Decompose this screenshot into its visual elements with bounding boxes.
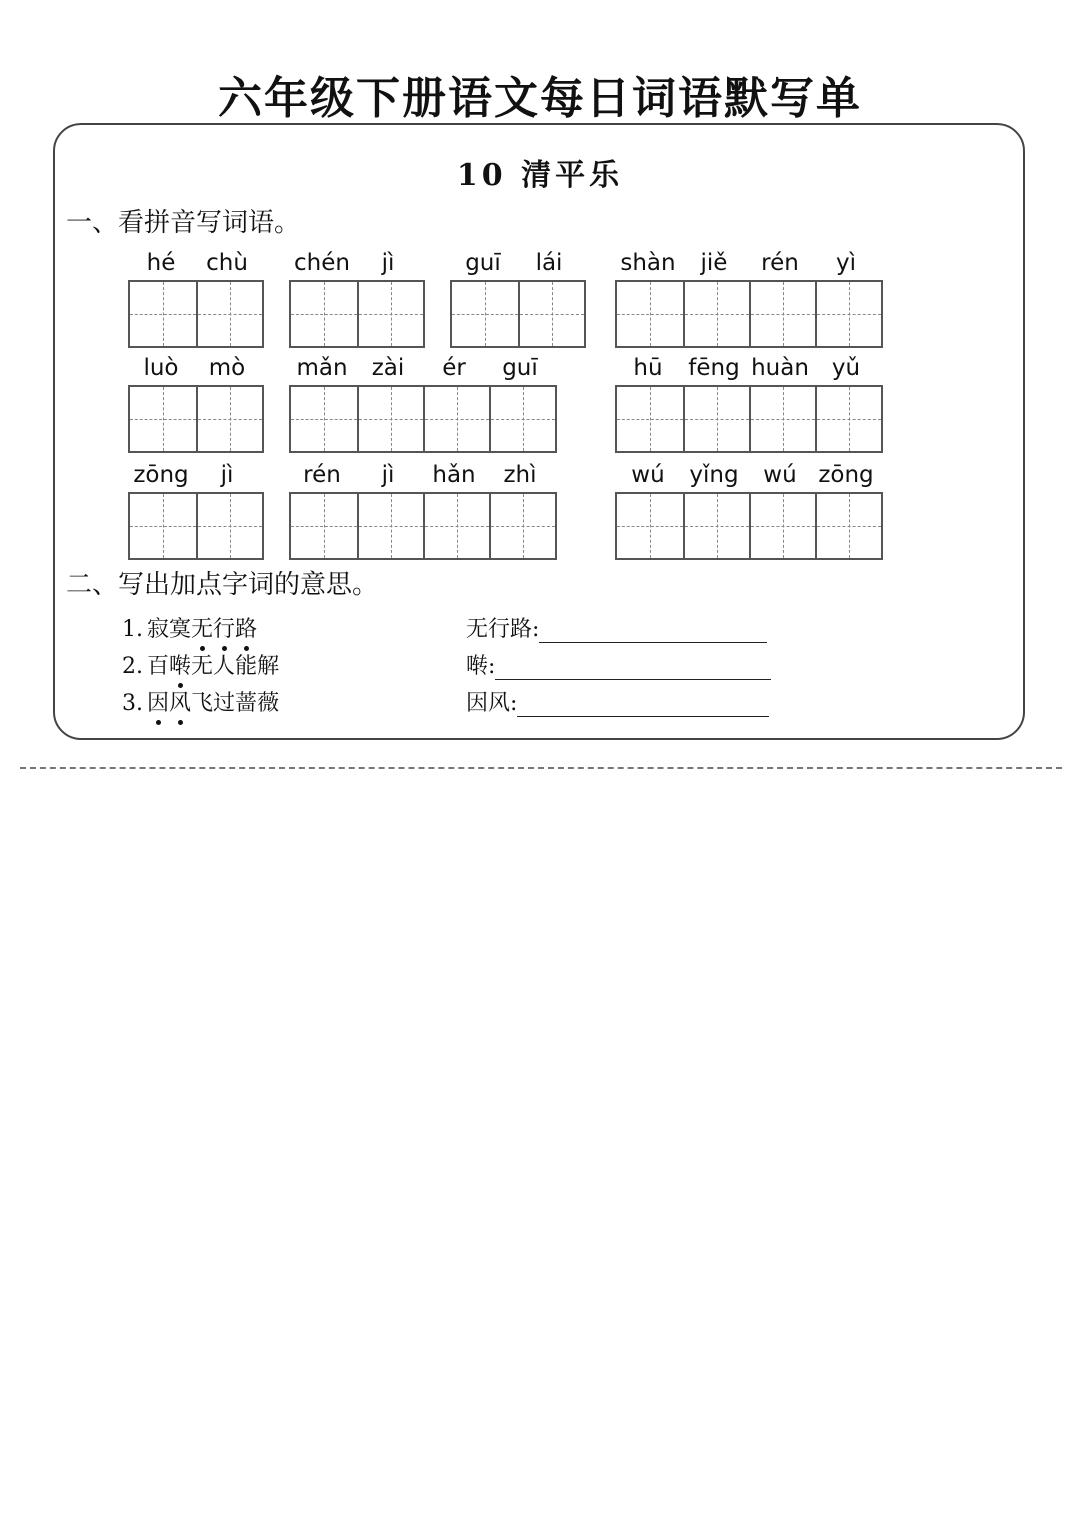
writing-grid: [128, 492, 264, 560]
writing-cell[interactable]: [617, 282, 683, 346]
pinyin-label: jì: [220, 462, 234, 488]
sentence-char: 薇: [257, 691, 280, 716]
pinyin-label: rén: [303, 462, 341, 488]
page-title: 六年级下册语文每日词语默写单: [218, 73, 862, 124]
pinyin-label: yì: [835, 250, 856, 276]
writing-grid: [289, 385, 557, 453]
writing-cell[interactable]: [130, 282, 196, 346]
writing-cell[interactable]: [815, 494, 881, 558]
writing-grid: [615, 280, 883, 348]
writing-grid: [615, 492, 883, 560]
question-number: 1.: [122, 617, 143, 642]
pinyin-label: mǎn: [296, 355, 348, 381]
question-number: 2.: [122, 654, 143, 679]
writing-cell[interactable]: [489, 387, 555, 451]
pinyin-label: mò: [208, 355, 246, 381]
pinyin-label: jì: [381, 250, 395, 276]
sentence-char: 飞: [191, 691, 214, 716]
writing-cell[interactable]: [815, 282, 881, 346]
writing-cell[interactable]: [452, 282, 518, 346]
question-number: 3.: [122, 691, 143, 716]
pinyin-label: wú: [631, 462, 665, 488]
writing-cell[interactable]: [683, 494, 749, 558]
answer-field: [466, 649, 771, 680]
writing-grid: [450, 280, 586, 348]
writing-cell[interactable]: [749, 282, 815, 346]
sentence-char: 百: [147, 654, 170, 679]
writing-grid: [615, 385, 883, 453]
writing-cell[interactable]: [196, 282, 262, 346]
pinyin-label: hǎn: [432, 462, 476, 488]
section1-heading: 一、看拼音写词语。: [66, 208, 301, 238]
answer-blank-line[interactable]: [495, 655, 771, 680]
pinyin-label: lái: [535, 250, 563, 276]
writing-grid: [128, 385, 264, 453]
emphasis-dotted-char: 无: [191, 617, 214, 642]
writing-cell[interactable]: [749, 494, 815, 558]
pinyin-label: yǐng: [689, 462, 739, 488]
emphasis-dotted-char: 行: [213, 617, 236, 642]
pinyin-label: hū: [633, 355, 663, 381]
answer-label: 无行路:: [466, 617, 540, 642]
writing-cell[interactable]: [815, 387, 881, 451]
emphasis-dotted-char: 因: [147, 691, 170, 716]
pinyin-label: ér: [442, 355, 466, 381]
sentence-char: 蔷: [235, 691, 258, 716]
pinyin-label: guī: [465, 250, 501, 276]
pinyin-label: zhì: [503, 462, 537, 488]
writing-cell[interactable]: [423, 494, 489, 558]
writing-cell[interactable]: [291, 282, 357, 346]
question-sentence: [122, 649, 279, 680]
writing-cell[interactable]: [291, 387, 357, 451]
sentence-char: 能: [235, 654, 258, 679]
pinyin-label: jiě: [700, 250, 728, 276]
lesson-title: 10 清平乐: [456, 158, 624, 193]
pinyin-label: rén: [761, 250, 799, 276]
writing-cell[interactable]: [130, 387, 196, 451]
writing-cell[interactable]: [357, 387, 423, 451]
sentence-char: 无: [191, 654, 214, 679]
sentence-char: 寞: [169, 617, 192, 642]
writing-grid: [289, 492, 557, 560]
answer-blank-line[interactable]: [517, 692, 769, 717]
cut-line-divider: [20, 767, 1062, 769]
pinyin-label: luò: [143, 355, 179, 381]
emphasis-dotted-char: 啭: [169, 654, 192, 679]
pinyin-label: wú: [763, 462, 797, 488]
emphasis-dotted-char: 路: [235, 617, 258, 642]
answer-blank-line[interactable]: [539, 618, 767, 643]
writing-cell[interactable]: [423, 387, 489, 451]
answer-field: [466, 612, 767, 643]
writing-cell[interactable]: [683, 282, 749, 346]
sentence-char: 人: [213, 654, 236, 679]
sentence-char: 解: [257, 654, 280, 679]
emphasis-dotted-char: 风: [169, 691, 192, 716]
writing-cell[interactable]: [130, 494, 196, 558]
writing-cell[interactable]: [749, 387, 815, 451]
writing-cell[interactable]: [357, 494, 423, 558]
pinyin-label: chù: [206, 250, 248, 276]
writing-grid: [128, 280, 264, 348]
pinyin-label: chén: [294, 250, 350, 276]
sentence-char: 寂: [147, 617, 170, 642]
writing-cell[interactable]: [617, 494, 683, 558]
question-sentence: [122, 612, 257, 643]
pinyin-label: shàn: [620, 250, 676, 276]
section2-heading: 二、写出加点字词的意思。: [66, 570, 379, 600]
pinyin-label: yǔ: [831, 355, 861, 381]
pinyin-label: hé: [146, 250, 176, 276]
sentence-char: 过: [213, 691, 236, 716]
pinyin-label: jì: [381, 462, 395, 488]
answer-label: 因风:: [466, 691, 518, 716]
writing-cell[interactable]: [196, 387, 262, 451]
pinyin-label: huàn: [751, 355, 809, 381]
writing-cell[interactable]: [683, 387, 749, 451]
pinyin-label: fēng: [688, 355, 740, 381]
writing-cell[interactable]: [518, 282, 584, 346]
writing-cell[interactable]: [291, 494, 357, 558]
writing-cell[interactable]: [357, 282, 423, 346]
answer-label: 啭:: [466, 654, 496, 679]
pinyin-label: zōng: [133, 462, 189, 488]
pinyin-label: guī: [502, 355, 538, 381]
question-sentence: [122, 686, 279, 717]
answer-field: [466, 686, 769, 717]
writing-cell[interactable]: [617, 387, 683, 451]
writing-cell[interactable]: [196, 494, 262, 558]
pinyin-label: zài: [371, 355, 405, 381]
writing-grid: [289, 280, 425, 348]
pinyin-label: zōng: [818, 462, 874, 488]
writing-cell[interactable]: [489, 494, 555, 558]
